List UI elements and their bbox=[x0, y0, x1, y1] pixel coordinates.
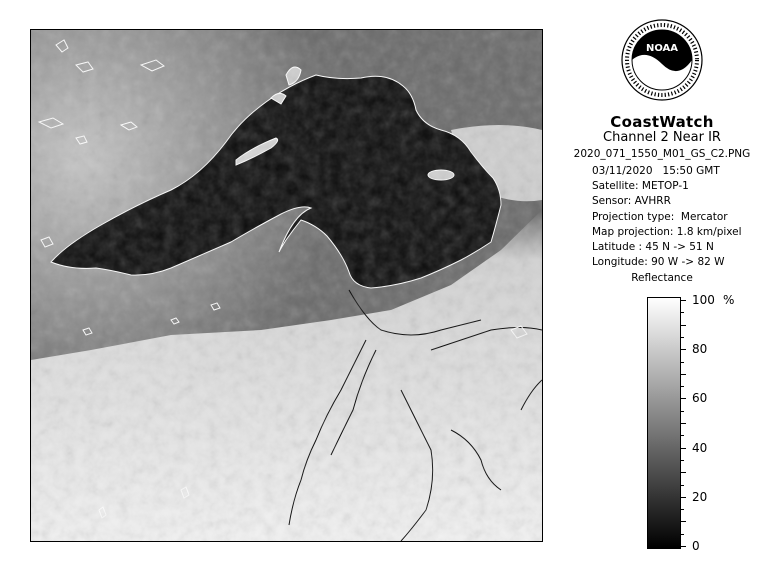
colorbar-tick bbox=[681, 325, 686, 326]
colorbar-tick bbox=[681, 386, 684, 387]
metadata-block bbox=[592, 164, 742, 270]
acquisition-datetime: 03/11/2020 15:50 GMT bbox=[592, 165, 720, 177]
colorbar-tick bbox=[681, 472, 686, 473]
colorbar-tick bbox=[681, 423, 686, 424]
file-name: 2020_071_1550_M01_GS_C2.PNG bbox=[573, 148, 751, 160]
map-projection: Map projection: 1.8 km/pixel bbox=[592, 225, 742, 238]
colorbar-tick bbox=[681, 509, 684, 510]
longitude-range: Longitude: 90 W -> 82 W bbox=[592, 256, 725, 269]
colorbar-tick bbox=[681, 300, 686, 301]
brand-title: CoastWatch bbox=[610, 113, 714, 131]
colorbar-tick-label: 40 bbox=[692, 440, 708, 455]
noaa-logo bbox=[620, 18, 704, 102]
colorbar-tick bbox=[681, 497, 686, 498]
colorbar-tick bbox=[681, 312, 684, 313]
colorbar-tick bbox=[681, 362, 684, 363]
colorbar-tick bbox=[681, 337, 684, 338]
colorbar-tick-label: 20 bbox=[692, 489, 708, 504]
colorbar-tick-label: 60 bbox=[692, 391, 708, 406]
colorbar-tick bbox=[681, 546, 686, 547]
legend-unit: % bbox=[723, 293, 735, 307]
legend-title: Reflectance bbox=[631, 272, 693, 284]
colorbar-tick bbox=[681, 349, 686, 350]
texture-overlay bbox=[31, 30, 542, 541]
colorbar-tick bbox=[681, 411, 684, 412]
reflectance-colorbar bbox=[647, 297, 681, 549]
satellite-map bbox=[30, 29, 543, 542]
logo-wordmark: NOAA bbox=[645, 43, 679, 54]
satellite-name: Satellite: METOP-1 bbox=[592, 180, 689, 193]
map-image bbox=[31, 30, 542, 541]
colorbar-tick-label: 80 bbox=[692, 342, 708, 357]
projection-type: Projection type: Mercator bbox=[592, 210, 728, 223]
colorbar-tick bbox=[681, 485, 684, 486]
colorbar-tick bbox=[681, 374, 686, 375]
colorbar-tick bbox=[681, 398, 686, 399]
colorbar-tick bbox=[681, 521, 686, 522]
sensor-name: Sensor: AVHRR bbox=[592, 195, 671, 208]
colorbar-tick bbox=[681, 435, 684, 436]
latitude-range: Latitude : 45 N -> 51 N bbox=[592, 240, 714, 253]
colorbar-tick bbox=[681, 448, 686, 449]
colorbar-ticks bbox=[681, 293, 741, 553]
channel-subtitle: Channel 2 Near IR bbox=[603, 130, 721, 145]
colorbar-tick bbox=[681, 460, 684, 461]
colorbar-tick-label: 0 bbox=[692, 539, 700, 553]
colorbar-tick-label: 100 bbox=[692, 293, 715, 307]
colorbar-tick bbox=[681, 534, 684, 535]
